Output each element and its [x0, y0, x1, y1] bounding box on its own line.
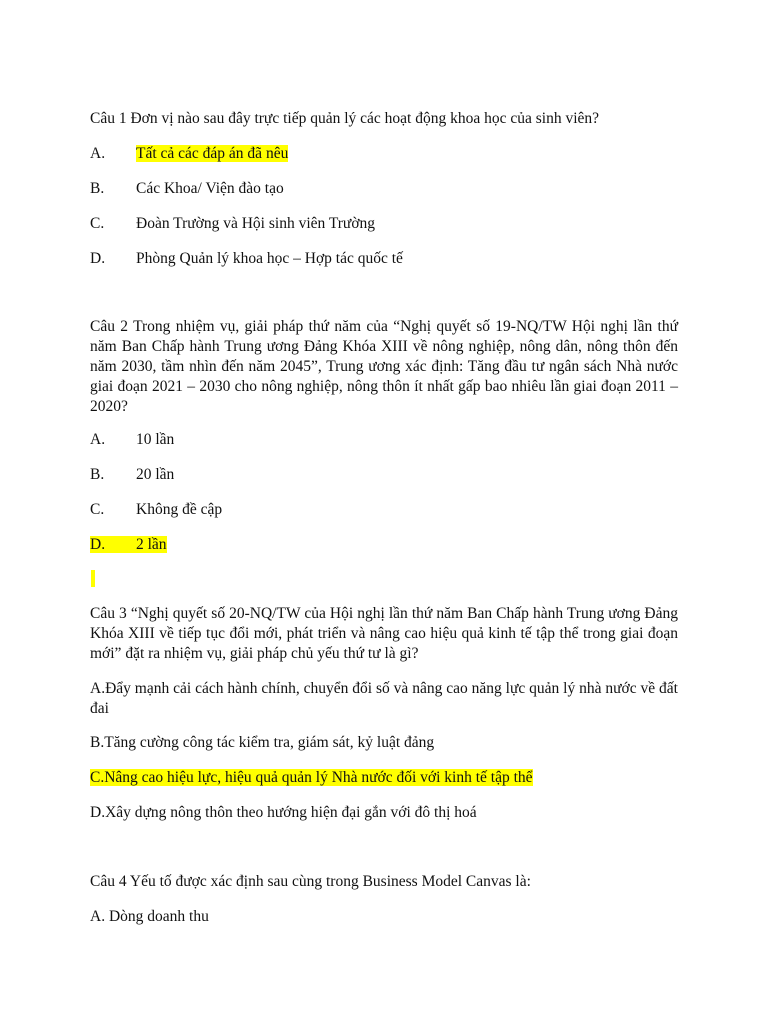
question-3-option-a: A.Đẩy mạnh cải cách hành chính, chuyển đổi số và nâng cao năng lực quản lý nhà nước về đất đai: [90, 680, 678, 717]
option-text: 2 lần: [136, 536, 167, 553]
option-text: Đoàn Trường và Hội sinh viên Trường: [136, 215, 376, 232]
question-2-option-c: [90, 500, 222, 520]
question-1-text: Câu 1 Đơn vị nào sau đây trực tiếp quản lý các hoạt động khoa học của sinh viên?: [90, 110, 600, 127]
question-3-option-c: [90, 768, 533, 788]
option-text: Phòng Quản lý khoa học – Hợp tác quốc tế: [136, 250, 403, 267]
option-letter: C.: [90, 501, 105, 518]
highlight-marker: [91, 570, 95, 587]
option-text: Không đề cập: [136, 501, 223, 518]
question-1-option-a: [90, 144, 288, 164]
question-4-text: Câu 4 Yếu tố được xác định sau cùng trong Business Model Canvas là:: [90, 873, 531, 890]
question-2-option-d: [90, 535, 167, 555]
question-1-option-d: [90, 249, 403, 269]
question-2-option-b: [90, 465, 174, 485]
question-3-option-d: D.Xây dựng nông thôn theo hướng hiện đại gắn với đô thị hoá: [90, 804, 477, 821]
option-letter: D.: [90, 536, 106, 553]
option-text: Các Khoa/ Viện đào tạo: [136, 180, 284, 197]
question-2-option-a: [90, 430, 174, 450]
option-letter: B.: [90, 180, 105, 197]
option-highlighted-row: [90, 536, 167, 553]
question-3-text: Câu 3 “Nghị quyết số 20-NQ/TW của Hội nghị lần thứ năm Ban Chấp hành Trung ương Đảng Khóa XIII về tiếp tục đổi mới, phát triển và nâng cao hiệu quả kinh tế tập thể trong giai đoạn mới” đặt ra nhiệm vụ, giải pháp chủ yếu thứ tư là gì?: [90, 605, 678, 662]
option-text-highlighted: Tất cả các đáp án đã nêu: [136, 145, 289, 162]
option-letter: D.: [90, 250, 106, 267]
option-text: 20 lần: [136, 466, 175, 483]
option-text-highlighted: C.Nâng cao hiệu lực, hiệu quả quản lý Nhà nước đối với kinh tế tập thể: [90, 769, 533, 786]
option-letter: A.: [90, 431, 106, 448]
question-2-text: Câu 2 Trong nhiệm vụ, giải pháp thứ năm của “Nghị quyết số 19-NQ/TW Hội nghị lần thứ năm Ban Chấp hành Trung ương Đảng Khóa XIII về nông nghiệp, nông dân, nông thôn đến năm 2030, tầm nhìn đến năm 2045”, Trung ương xác định: Tăng đầu tư ngân sách Nhà nước giai đoạn 2021 – 2030 cho nông nghiệp, nông thôn ít nhất gấp bao nhiêu lần giai đoạn 2011 – 2020?: [90, 318, 678, 415]
option-letter: C.: [90, 215, 105, 232]
option-letter: A.: [90, 145, 106, 162]
option-text: 10 lần: [136, 431, 175, 448]
question-4-option-a: A. Dòng doanh thu: [90, 908, 209, 925]
question-3-option-b: B.Tăng cường công tác kiểm tra, giám sát, kỷ luật đảng: [90, 734, 435, 751]
question-1-option-b: [90, 179, 284, 199]
question-1-option-c: [90, 214, 375, 234]
option-letter: B.: [90, 466, 105, 483]
